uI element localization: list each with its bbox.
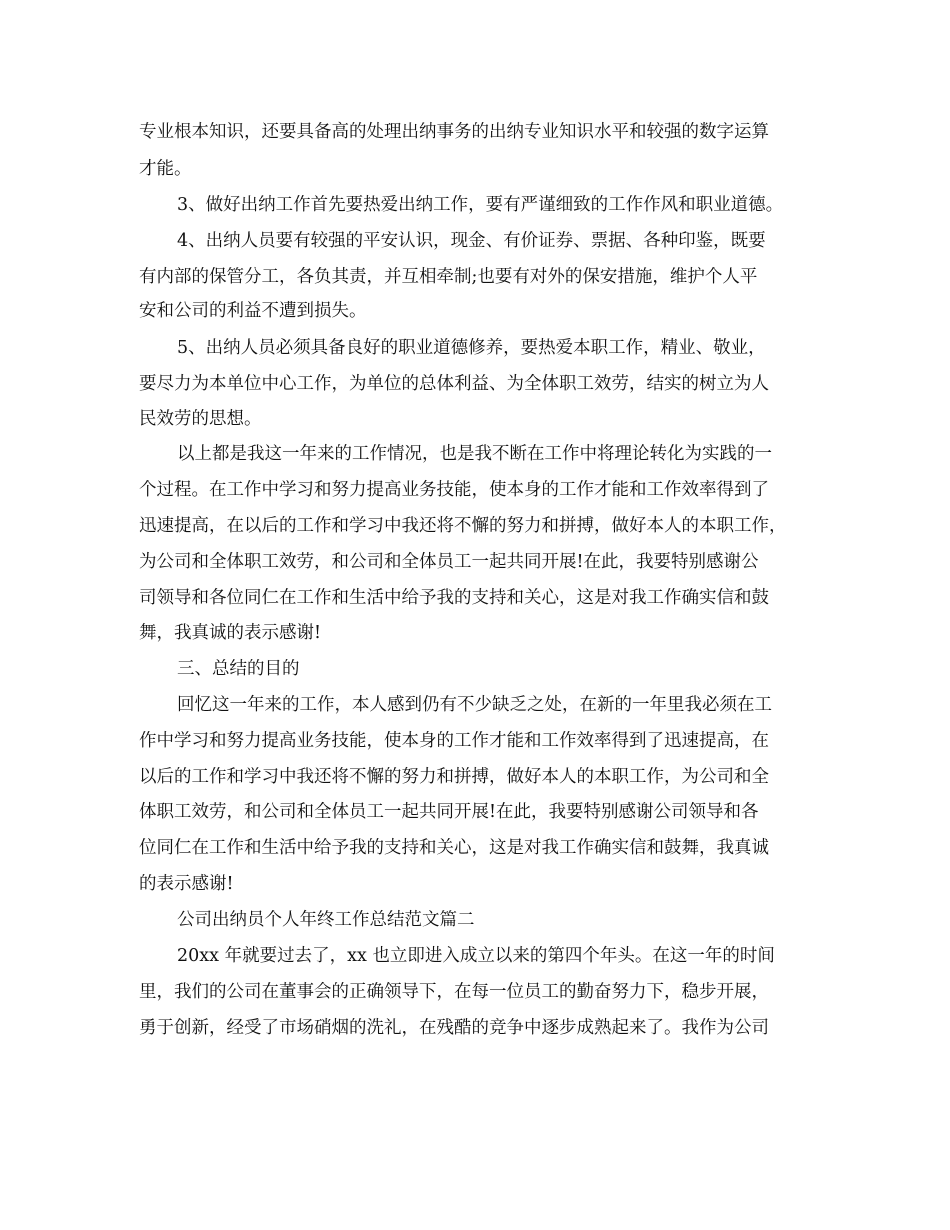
text-line: 回忆这一年来的工作，本人感到仍有不少缺乏之处，在新的一年里我必须在工 [177, 695, 772, 715]
text-line: 安和公司的利益不遭到损失。 [139, 301, 367, 321]
text-line: 有内部的保管分工，各负其责，并互相牵制;也要有对外的保安措施，维护个人平 [139, 267, 758, 287]
text-line: 个过程。在工作中学习和努力提高业务技能，使本身的工作才能和工作效率得到了 [139, 480, 769, 500]
text-line: 4、出纳人员要有较强的平安认识，现金、有价证券、票据、各种印鉴，既要 [177, 231, 766, 251]
text-line: 位同仁在工作和生活中给予我的支持和关心，这是对我工作确实信和鼓舞，我真诚 [139, 838, 769, 858]
section-heading: 三、总结的目的 [177, 659, 300, 679]
text-line: 5、出纳人员必须具备良好的职业道德修养，要热爱本职工作，精业、敬业， [177, 338, 766, 358]
text-line: 迅速提高，在以后的工作和学习中我还将不懈的努力和拼搏，做好本人的本职工作， [139, 516, 787, 536]
article-title: 公司出纳员个人年终工作总结范文篇二 [177, 910, 475, 930]
text-line: 专业根本知识，还要具备高的处理出纳事务的出纳专业知识水平和较强的数字运算 [139, 122, 769, 142]
text-line: 司领导和各位同仁在工作和生活中给予我的支持和关心，这是对我工作确实信和鼓 [139, 588, 769, 608]
text-line: 20xx 年就要过去了，xx 也立即进入成立以来的第四个年头。在这一年的时间 [177, 946, 775, 966]
text-line: 里，我们的公司在董事会的正确领导下，在每一位员工的勤奋努力下，稳步开展， [139, 982, 769, 1002]
text-line: 作中学习和努力提高业务技能，使本身的工作才能和工作效率得到了迅速提高，在 [139, 731, 769, 751]
text-line: 要尽力为本单位中心工作，为单位的总体利益、为全体职工效劳，结实的树立为人 [139, 374, 769, 394]
text-line: 勇于创新，经受了市场硝烟的洗礼，在残酷的竞争中逐步成熟起来了。我作为公司 [139, 1018, 769, 1038]
text-line: 体职工效劳，和公司和全体员工一起共同开展!在此，我要特别感谢公司领导和各 [139, 802, 759, 822]
text-line: 为公司和全体职工效劳，和公司和全体员工一起共同开展!在此，我要特别感谢公 [139, 552, 759, 572]
text-line: 3、做好出纳工作首先要热爱出纳工作，要有严谨细致的工作作风和职业道德。 [177, 195, 784, 215]
text-line: 以上都是我这一年来的工作情况，也是我不断在工作中将理论转化为实践的一 [177, 444, 772, 464]
text-line: 民效劳的思想。 [139, 409, 262, 429]
text-line: 的表示感谢! [139, 874, 234, 894]
text-line: 才能。 [139, 159, 192, 179]
text-line: 以后的工作和学习中我还将不懈的努力和拼搏，做好本人的本职工作，为公司和全 [139, 767, 769, 787]
text-line: 舞，我真诚的表示感谢! [139, 623, 322, 643]
